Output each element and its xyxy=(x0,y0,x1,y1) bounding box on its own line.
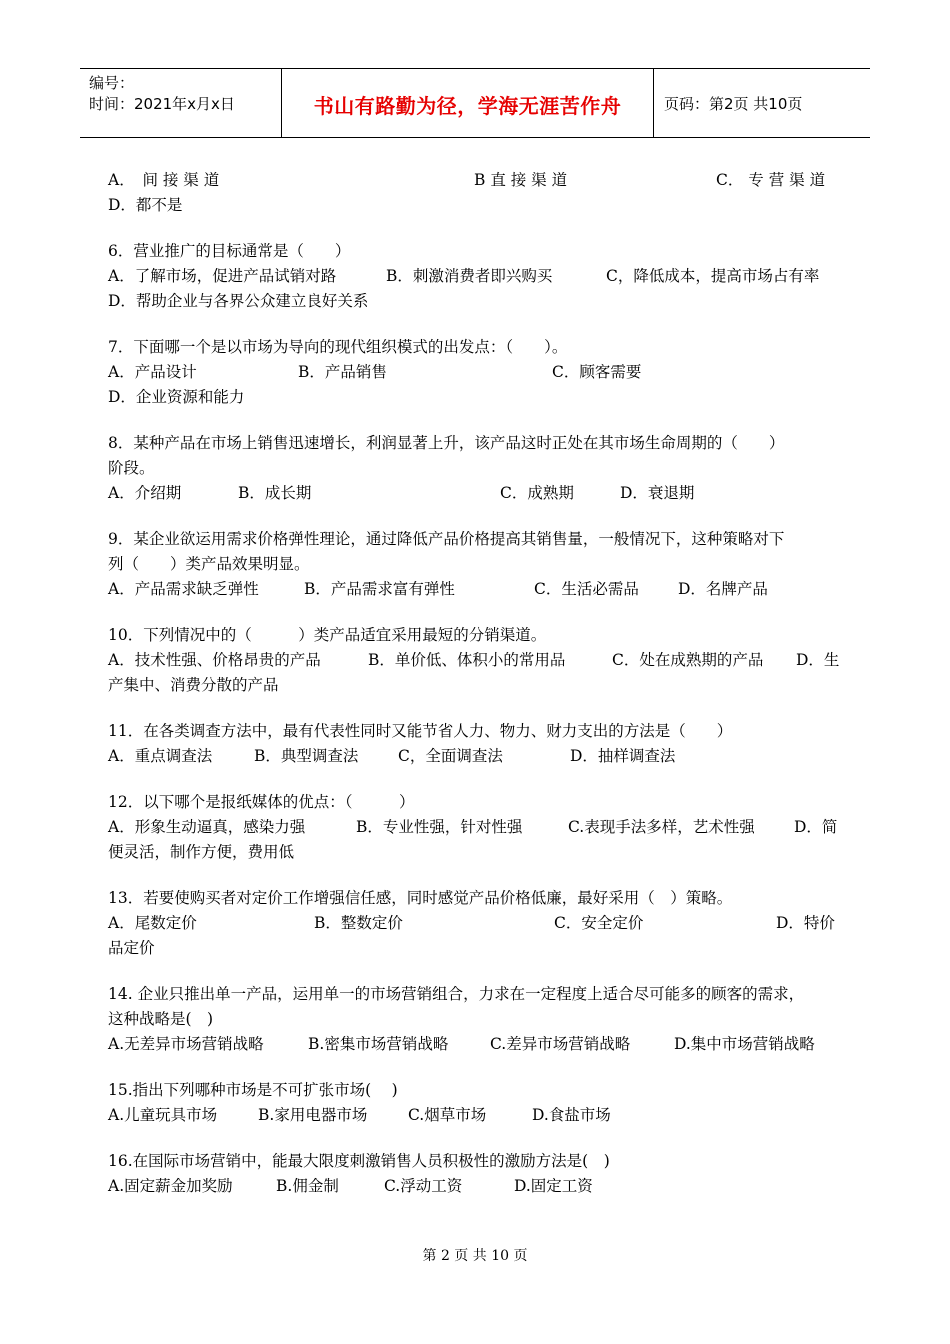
options-line xyxy=(108,577,844,602)
motto: 书山有路勤为径，学海无涯苦作舟 xyxy=(313,94,622,118)
option-a: A.儿童玩具市场 xyxy=(108,1106,218,1124)
question-15 xyxy=(108,1078,844,1128)
question-14 xyxy=(108,982,844,1057)
option-c: C.烟草市场 xyxy=(408,1106,487,1124)
page-header xyxy=(80,68,870,138)
option-d: D.食盐市场 xyxy=(532,1106,611,1124)
option-d: D．简 xyxy=(794,818,838,836)
options-line xyxy=(108,193,844,218)
question-10 xyxy=(108,623,844,698)
question-stem: 14. 企业只推出单一产品，运用单一的市场营销组合，力求在一定程度上适合尽可能多的顾客的需求， xyxy=(108,985,805,1003)
question-stem: 13．若要使购买者对定价工作增强信任感，同时感觉产品价格低廉，最好采用（ ）策略。 xyxy=(108,889,733,907)
option-a: A．产品设计 xyxy=(108,363,197,381)
option-d: D．企业资源和能力 xyxy=(108,388,245,406)
option-c: C．处在成熟期的产品 xyxy=(612,651,764,669)
options-line xyxy=(108,815,844,840)
option-c: C．顾客需要 xyxy=(552,363,642,381)
option-b: B．整数定价 xyxy=(314,914,403,932)
question-stem: 6．营业推广的目标通常是（ ） xyxy=(108,242,351,260)
option-c: C.浮动工资 xyxy=(384,1177,463,1195)
number-label: 编号： xyxy=(89,74,135,92)
question-12 xyxy=(108,790,844,865)
options-line xyxy=(108,360,844,385)
options-line xyxy=(108,264,844,289)
page-footer xyxy=(0,1245,950,1265)
question-stem-cont: 这种战略是( ) xyxy=(108,1010,214,1028)
footer-page-number: 第 2 页 共 10 页 xyxy=(422,1248,528,1264)
question-6 xyxy=(108,239,844,314)
question-list xyxy=(108,168,844,1220)
option-d: D．特价 xyxy=(776,914,835,932)
question-stem: 8．某种产品在市场上销售迅速增长，利润显著上升，该产品这时正处在其市场生命周期的（ ） xyxy=(108,434,785,452)
option-a: A.无差异市场营销战略 xyxy=(108,1035,264,1053)
option-a: A．产品需求缺乏弹性 xyxy=(108,580,259,598)
question-8 xyxy=(108,431,844,506)
question-13 xyxy=(108,886,844,961)
question-stem: 9．某企业欲运用需求价格弹性理论，通过降低产品价格提高其销售量，一般情况下，这种策略对下 xyxy=(108,530,785,548)
option-c: C.表现手法多样，艺术性强 xyxy=(568,818,755,836)
options-line xyxy=(108,1103,844,1128)
option-d: D.集中市场营销战略 xyxy=(674,1035,815,1053)
option-d: D．都不是 xyxy=(108,196,183,214)
question-stem: 16.在国际市场营销中，能最大限度刺激销售人员积极性的激励方法是( ) xyxy=(108,1152,610,1170)
question-7 xyxy=(108,335,844,410)
options-line xyxy=(108,744,844,769)
option-b: B.密集市场营销战略 xyxy=(308,1035,449,1053)
option-b: B．成长期 xyxy=(238,484,312,502)
option-b: B 直 接 渠 道 xyxy=(474,171,568,189)
options-line xyxy=(108,1032,844,1057)
option-c: C．安全定价 xyxy=(554,914,644,932)
question-stem: 15.指出下列哪种市场是不可扩张市场( ) xyxy=(108,1081,398,1099)
question-stem: 12．以下哪个是报纸媒体的优点：（ ） xyxy=(108,793,415,811)
option-b: B．产品需求富有弹性 xyxy=(304,580,455,598)
option-a: A． 间 接 渠 道 xyxy=(108,171,220,189)
question-16 xyxy=(108,1149,844,1199)
options-line xyxy=(108,1174,844,1199)
option-a: A．尾数定价 xyxy=(108,914,197,932)
option-c: C．成熟期 xyxy=(500,484,574,502)
question-9 xyxy=(108,527,844,602)
options-line xyxy=(108,648,844,673)
option-d: D．衰退期 xyxy=(620,484,695,502)
option-c: C.差异市场营销战略 xyxy=(490,1035,631,1053)
option-d: D.固定工资 xyxy=(514,1177,593,1195)
option-a: A．介绍期 xyxy=(108,484,182,502)
options-line xyxy=(108,385,844,410)
option-c: C．生活必需品 xyxy=(534,580,639,598)
option-b: B．刺激消费者即兴购买 xyxy=(386,267,553,285)
option-c: C，降低成本，提高市场占有率 xyxy=(606,267,820,285)
options-line xyxy=(108,289,844,314)
options-line-cont: 品定价 xyxy=(108,939,155,957)
question-11 xyxy=(108,719,844,769)
option-b: B．单价低、体积小的常用品 xyxy=(368,651,566,669)
question-stem: 10．下列情况中的（ ）类产品适宜采用最短的分销渠道。 xyxy=(108,626,547,644)
option-d: D．名牌产品 xyxy=(678,580,768,598)
question-5 xyxy=(108,168,844,218)
option-a: A．重点调查法 xyxy=(108,747,213,765)
option-b: B.佣金制 xyxy=(276,1177,339,1195)
option-c: C，全面调查法 xyxy=(398,747,503,765)
question-stem-cont: 阶段。 xyxy=(108,459,155,477)
option-c: C． 专 营 渠 道 xyxy=(716,171,826,189)
option-b: B．产品销售 xyxy=(298,363,387,381)
option-b: B．典型调查法 xyxy=(254,747,359,765)
option-b: B．专业性强，针对性强 xyxy=(356,818,523,836)
question-stem-cont: 列（ ）类产品效果明显。 xyxy=(108,555,310,573)
question-stem: 7．下面哪一个是以市场为导向的现代组织模式的出发点：（ ）。 xyxy=(108,338,568,356)
time-label: 时间：2021年x月x日 xyxy=(89,95,235,113)
header-meta xyxy=(80,69,282,137)
option-b: B.家用电器市场 xyxy=(258,1106,368,1124)
options-line xyxy=(108,168,844,193)
options-line xyxy=(108,481,844,506)
header-page-info xyxy=(654,69,870,137)
options-line-cont: 便灵活，制作方便，费用低 xyxy=(108,843,295,861)
page-info: 页码：第2页 共10页 xyxy=(664,94,803,113)
options-line xyxy=(108,911,844,936)
header-motto-cell xyxy=(282,69,654,137)
option-d: D．帮助企业与各界公众建立良好关系 xyxy=(108,292,369,310)
option-a: A．形象生动逼真，感染力强 xyxy=(108,818,306,836)
option-a: A．技术性强、价格昂贵的产品 xyxy=(108,651,321,669)
option-d: D．抽样调查法 xyxy=(570,747,676,765)
option-d: D．生 xyxy=(796,651,840,669)
option-a: A.固定薪金加奖励 xyxy=(108,1177,233,1195)
option-a: A．了解市场，促进产品试销对路 xyxy=(108,267,337,285)
options-line-cont: 产集中、消费分散的产品 xyxy=(108,676,279,694)
question-stem: 11．在各类调查方法中，最有代表性同时又能节省人力、物力、财力支出的方法是（ ） xyxy=(108,722,733,740)
